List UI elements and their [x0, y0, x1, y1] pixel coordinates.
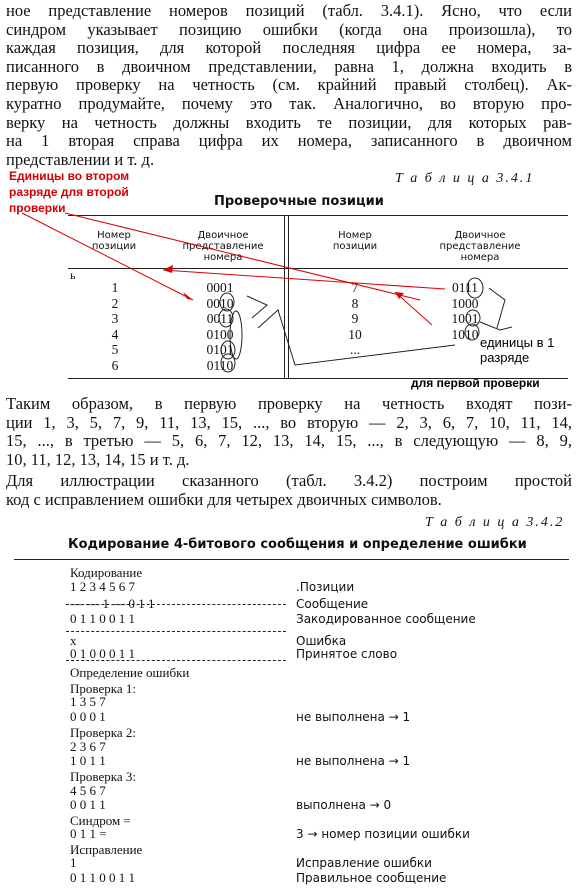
table1-header-bin-left: Двоичное представление номера: [182, 230, 264, 263]
red-arrow-line: [22, 213, 193, 300]
paragraph2-line: Таким образом, в первую проверку на четность входят пози-: [6, 394, 572, 413]
table2-left-cell: Проверка 3:: [70, 769, 136, 784]
paragraph1-line: первую проверку на четность (см. крайний правый столбец). Ак-: [6, 75, 572, 95]
table1-pos-cell: 4: [111, 326, 119, 342]
table2-right-cell: не выполнена → 1: [296, 754, 411, 768]
table2-left-cell: — — 1 — 0 1 1: [70, 596, 155, 611]
paragraph3-line: Для иллюстрации сказанного (табл. 3.4.2) построим простой: [6, 471, 572, 490]
paragraph1-line: на 1 вторая справа цифра их номера, записанного в двоичном: [6, 131, 572, 151]
paragraph1-line: представлении и т. д.: [6, 149, 155, 169]
table2-left-cell: 0 1 1 0 0 1 1: [70, 611, 135, 626]
table1-bin-cell: 1001: [451, 311, 479, 326]
table1-pos-cell: 10: [348, 326, 362, 342]
paragraph3-line: код с исправлением ошибки для четырех двоичных символов.: [6, 489, 442, 509]
table1-pos-cell: 3: [111, 311, 119, 326]
table1-header-bin-right: Двоичное представление номера: [439, 230, 521, 263]
table2-left-cell: Исправление: [70, 842, 143, 857]
table1-header-pos-right: Номер позиции: [332, 230, 378, 252]
table2-right-cell: .Позиции: [296, 580, 355, 594]
table2-left-cell: Кодирование: [70, 565, 143, 580]
table2-right-cell: 3 → номер позиции ошибки: [296, 827, 470, 841]
table1-bin-cell: 0011: [206, 311, 234, 326]
paragraph1-line: ное представление номеров позиций (табл. 3.4.1). Ясно, что если: [6, 1, 572, 20]
table2-left-cell: 0 1 1 =: [70, 826, 107, 841]
table1-pos-cell: 8: [351, 295, 359, 311]
table1-pos-cell: 6: [111, 357, 119, 373]
pen-stroke: [258, 310, 455, 365]
pen-stroke: [480, 322, 512, 330]
table2-left-cell: 1 0 1 1: [70, 753, 106, 768]
table2-left-cell: 0 0 0 1: [70, 709, 106, 724]
table1-pos-cell: 1: [111, 280, 119, 295]
table2-right-cell: Закодированное сообщение: [296, 612, 476, 626]
table2-right-cell: Ошибка: [296, 634, 347, 648]
table1-bin-cell: 1010: [451, 326, 479, 342]
table2-left-cell: 4 5 6 7: [70, 783, 106, 798]
table1-header-pos-left: Номер позиции: [91, 230, 137, 252]
table1-bin-cell: 0110: [206, 357, 234, 373]
paragraph1-line: куратно продумайте, почему это так. Аналогично, во вторую про-: [6, 93, 572, 113]
table1-title: Проверочные позиции: [214, 194, 384, 209]
table2-left-cell: 0 1 0 0 0 1 1: [70, 646, 135, 661]
table2-right-cell: не выполнена → 1: [296, 710, 411, 724]
note-first-digit: единицы в 1 разряде: [480, 335, 555, 365]
table2-left-cell: Проверка 1:: [70, 681, 136, 696]
table2-right-cell: Исправление ошибки: [296, 856, 432, 870]
paragraph2-line: 15, ..., в третью — 5, 6, 7, 12, 13, 14, 15, ..., в следующую — 8, 9,: [6, 431, 572, 451]
red-arrow-line: [65, 213, 420, 300]
table2-caption: Т а б л и ц а 3.4.2: [425, 515, 565, 530]
pen-stroke: [489, 288, 505, 328]
table2-left-cell: Проверка 2:: [70, 725, 136, 740]
table1-bin-cell: 0101: [206, 342, 234, 357]
paragraph2-line: 10, 11, 12, 13, 14, 15 и т. д.: [6, 449, 190, 469]
table2-left-cell: Синдром =: [70, 813, 131, 828]
note-first-check: для первой проверки: [411, 376, 540, 390]
table1-caption: Т а б л и ц а 3.4.1: [395, 171, 535, 186]
table1-pos-cell: 2: [111, 295, 119, 311]
circle-mark: [220, 293, 234, 311]
table2-left-cell: 1 2 3 4 5 6 7: [70, 579, 135, 594]
table1-bin-cell: 0111: [452, 280, 478, 295]
paragraph1-line: верку на четность должны входить те позиции, для которых рав-: [6, 112, 572, 132]
table1-bin-cell: 1000: [451, 295, 479, 311]
table1-bin-cell: 0100: [206, 326, 234, 342]
circle-mark: [467, 278, 483, 298]
table2-left-cell: 0 0 1 1: [70, 797, 106, 812]
table2-left-cell: 1: [70, 855, 77, 870]
table2-left-cell: 2 3 6 7: [70, 739, 106, 754]
table2-title: Кодирование 4-битового сообщения и определение ошибки: [68, 537, 527, 552]
table2-left-cell: 1 3 5 7: [70, 694, 106, 709]
red-arrow-head: [163, 265, 173, 273]
table1-pos-cell: 9: [351, 311, 359, 326]
table2-left-cell: 0 1 1 0 0 1 1: [70, 870, 135, 885]
table1-bin-cell: 0010: [206, 295, 234, 311]
circle-mark: [230, 311, 242, 359]
table1-pos-cell: 5: [111, 342, 119, 357]
paragraph1-line: синдром указывает позицию ошибки (когда она произошла), то: [6, 19, 572, 39]
paragraph1-line: писанного в двоичном представлении, равна 1, должна входить в: [6, 56, 572, 76]
table2-right-cell: выполнена → 0: [296, 798, 392, 812]
table2-right-cell: Принятое слово: [296, 647, 398, 661]
red-arrow-line: [163, 270, 445, 289]
red-note-second-check: Единицы во втором разряде для второй проверки: [9, 169, 130, 215]
table2-right-cell: Правильное сообщение: [296, 871, 447, 885]
table2-right-cell: Сообщение: [296, 597, 369, 611]
paragraph2-line: ции 1, 3, 5, 7, 9, 11, 13, 15, ..., во вторую — 2, 3, 6, 7, 10, 11, 14,: [6, 412, 572, 432]
table1-pos-cell: ...: [349, 342, 361, 357]
stray-mark: ь: [70, 268, 76, 282]
table2-left-cell: Определение ошибки: [70, 665, 190, 680]
table1-bin-cell: 0001: [206, 280, 234, 295]
pen-stroke: [247, 296, 267, 318]
paragraph1-line: каждая позиция, для которой последняя цифра ее номера, за-: [6, 38, 572, 58]
table2-left-cell: x: [70, 633, 77, 648]
table1-pos-cell: 7: [351, 280, 359, 295]
